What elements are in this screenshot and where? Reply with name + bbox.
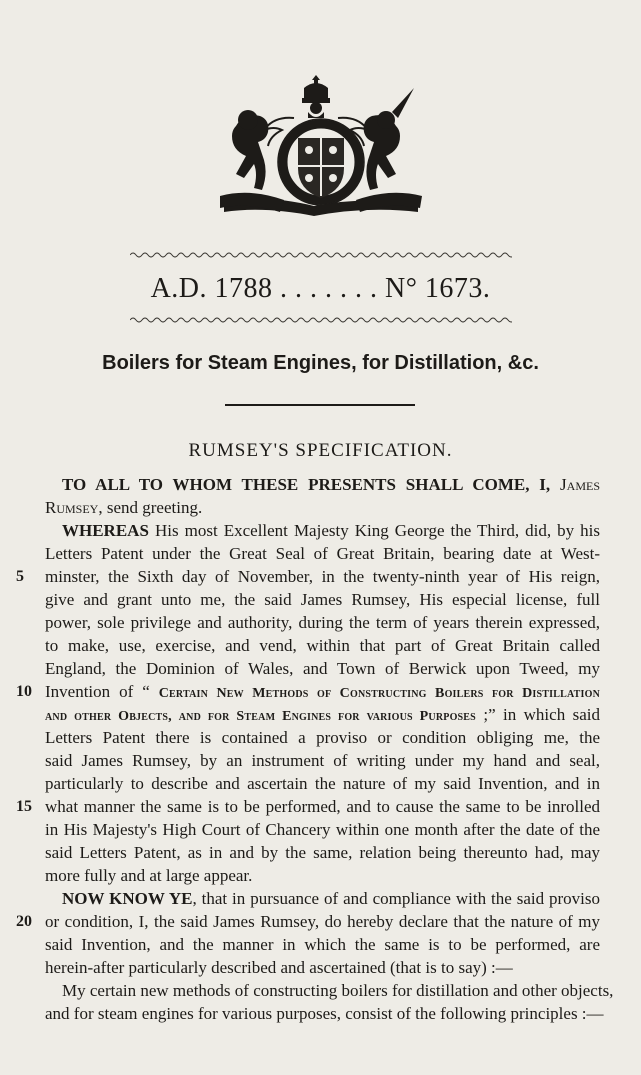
- salutation: TO ALL TO WHOM THESE PRESENTS SHALL COME, I,: [62, 475, 561, 494]
- text-line: [45, 704, 600, 727]
- patent-number-line: [0, 273, 641, 305]
- text-line: more fully and at large appear.: [45, 866, 253, 885]
- text-line: Letters Patent there is contained a proviso or condition obliging me, the: [45, 728, 600, 747]
- specification-heading: RUMSEY'S SPECIFICATION.: [188, 440, 453, 461]
- wavy-rule-top: [130, 251, 512, 259]
- text-line: said Letters Patent, as in and by the same, relation being thereunto had, may: [45, 843, 600, 862]
- title-rule: [225, 404, 415, 406]
- text-line: and for steam engines for various purposes, consist of the following principles :—: [45, 1004, 604, 1023]
- invention-title-cont: and other Objects, and for Steam Engines for various Purposes: [45, 709, 476, 724]
- text-line: My certain new methods of constructing boilers for distillation and other objects,: [62, 981, 614, 1000]
- text-line: herein-after particularly described and ascertained (that is to say) :—: [45, 958, 513, 977]
- text-span: Invention of “: [45, 682, 159, 701]
- text-line: or condition, I, the said James Rumsey, do hereby declare that the nature of my: [45, 912, 600, 931]
- text-line: England, the Dominion of Wales, and Town of Berwick upon Tweed, my: [45, 659, 600, 678]
- text-line: give and grant unto me, the said James Rumsey, His especial license, full: [45, 590, 600, 609]
- royal-coat-of-arms: [214, 74, 428, 224]
- text-line: power, sole privilege and authority, during the term of years therein expressed,: [45, 613, 600, 632]
- inventor-name: James: [560, 475, 600, 494]
- line-number: 15: [16, 798, 32, 815]
- text-line: [62, 888, 600, 911]
- line-number: 20: [16, 913, 32, 930]
- text-span: ;” in which said: [475, 705, 600, 724]
- document-title: Boilers for Steam Engines, for Distillation, &c.: [102, 352, 539, 374]
- text-line: said Invention, and the manner in which the same is to be performed, are: [45, 935, 600, 954]
- wavy-rule-bottom: [130, 316, 512, 324]
- text-span: , send greeting.: [98, 498, 203, 517]
- text-line: [62, 474, 600, 497]
- line-number: 10: [16, 683, 32, 700]
- text-line: Letters Patent under the Great Seal of Great Britain, bearing date at West-: [45, 544, 600, 563]
- now-know-ye-keyword: NOW KNOW YE: [62, 889, 193, 908]
- text-line: said James Rumsey, by an instrument of writing under my hand and seal,: [45, 751, 600, 770]
- line-number: 5: [16, 568, 24, 585]
- whereas-keyword: WHEREAS: [62, 521, 149, 540]
- invention-title: Certain New Methods of Constructing Boilers for Distillation: [158, 686, 601, 701]
- text-line: [45, 497, 600, 520]
- text-span: , that in pursuance of and compliance with the said proviso: [192, 889, 601, 908]
- inventor-surname: Rumsey: [45, 498, 99, 517]
- text-line: [45, 681, 600, 704]
- patent-number: N° 1673.: [385, 273, 491, 304]
- text-line: to make, use, exercise, and vend, within that part of Great Britain called: [45, 636, 600, 655]
- text-line: particularly to describe and ascertain the nature of my said Invention, and in: [45, 774, 600, 793]
- text-line: [62, 520, 600, 543]
- leader-dots: . . . . . . .: [280, 273, 378, 304]
- text-line: minster, the Sixth day of November, in the twenty-ninth year of His reign,: [45, 567, 600, 586]
- text-line: in His Majesty's High Court of Chancery within one month after the date of the: [45, 820, 600, 839]
- text-line: what manner the same is to be performed, and to cause the same to be inrolled: [45, 797, 600, 816]
- text-span: His most Excellent Majesty King George the Third, did, by his: [148, 521, 600, 540]
- patent-year: A.D. 1788: [150, 273, 273, 304]
